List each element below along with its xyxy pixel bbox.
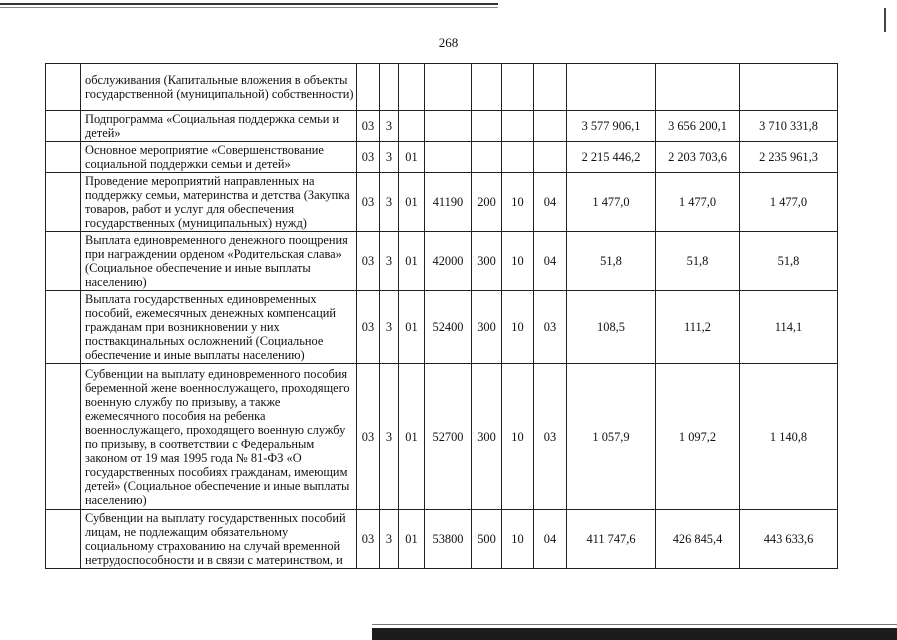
page-number: 268 [438,35,459,50]
table-row [46,64,838,111]
code-cell: 10 [502,173,534,232]
empty-index-cell [46,291,81,364]
amount-cell: 443 633,6 [740,510,838,569]
amount-cell: 1 477,0 [567,173,656,232]
code-cell [380,64,399,111]
code-cell: 42000 [425,232,472,291]
code-cell: 04 [534,232,567,291]
code-cell: 53800 [425,510,472,569]
table-row [46,111,838,142]
empty-index-cell [46,111,81,142]
code-cell: 03 [357,291,380,364]
table-row [46,232,838,291]
code-cell: 01 [399,291,425,364]
code-cell: 3 [380,510,399,569]
code-cell: 03 [357,364,380,510]
code-cell: 300 [472,364,502,510]
empty-index-cell [46,64,81,111]
empty-index-cell [46,173,81,232]
amount-cell: 3 577 906,1 [567,111,656,142]
code-cell [472,64,502,111]
code-cell: 3 [380,364,399,510]
bottom-scan-rule-thin [372,624,897,625]
code-cell: 03 [357,142,380,173]
budget-table [45,63,838,569]
amount-cell: 3 656 200,1 [656,111,740,142]
row-description: обслуживания (Капитальные вложения в объекты государственной (муниципальной) собственности) [81,64,357,111]
code-cell: 3 [380,291,399,364]
table-row [46,173,838,232]
amount-cell: 51,8 [740,232,838,291]
code-cell: 01 [399,173,425,232]
amount-cell: 1 057,9 [567,364,656,510]
code-cell: 03 [357,232,380,291]
code-cell: 500 [472,510,502,569]
table-row [46,291,838,364]
amount-cell: 2 215 446,2 [567,142,656,173]
empty-index-cell [46,364,81,510]
code-cell: 3 [380,232,399,291]
code-cell: 3 [380,142,399,173]
row-description: Выплата единовременного денежного поощрения при награждении орденом «Родительская слава» (Социальное обеспечение и иные выплаты населению) [81,232,357,291]
amount-cell: 111,2 [656,291,740,364]
code-cell: 3 [380,111,399,142]
bottom-scan-bar [372,628,897,640]
empty-index-cell [46,510,81,569]
top-scan-rule-thin [0,7,498,8]
code-cell: 300 [472,232,502,291]
amount-cell [567,64,656,111]
amount-cell: 51,8 [656,232,740,291]
code-cell [502,142,534,173]
code-cell [472,111,502,142]
code-cell: 10 [502,232,534,291]
amount-cell: 1 477,0 [740,173,838,232]
code-cell: 03 [357,111,380,142]
empty-index-cell [46,232,81,291]
table-row [46,142,838,173]
code-cell: 300 [472,291,502,364]
code-cell [502,111,534,142]
code-cell: 52700 [425,364,472,510]
amount-cell: 108,5 [567,291,656,364]
code-cell: 10 [502,291,534,364]
code-cell: 04 [534,510,567,569]
amount-cell: 3 710 331,8 [740,111,838,142]
amount-cell: 411 747,6 [567,510,656,569]
amount-cell: 426 845,4 [656,510,740,569]
code-cell [534,142,567,173]
row-description: Выплата государственных единовременных пособий, ежемесячных денежных компенсаций гражданам при возникновении у них поствакцинальных осложнений (Социальное обеспечение и иные выплаты населению) [81,291,357,364]
code-cell: 03 [534,291,567,364]
amount-cell [740,64,838,111]
right-edge-mark [884,8,886,32]
code-cell: 200 [472,173,502,232]
row-description: Основное мероприятие «Совершенствование социальной поддержки семьи и детей» [81,142,357,173]
code-cell: 04 [534,173,567,232]
code-cell [425,142,472,173]
top-scan-rule [0,3,498,5]
code-cell: 10 [502,510,534,569]
code-cell: 03 [357,510,380,569]
amount-cell: 1 477,0 [656,173,740,232]
row-description: Проведение мероприятий направленных на поддержку семьи, материнства и детства (Закупка товаров, работ и услуг для обеспечения государственных (муниципальных) нужд) [81,173,357,232]
code-cell: 01 [399,142,425,173]
code-cell: 3 [380,173,399,232]
amount-cell: 51,8 [567,232,656,291]
code-cell [472,142,502,173]
code-cell [534,64,567,111]
row-description: Субвенции на выплату единовременного пособия беременной жене военнослужащего, проходящего военную службу по призыву, а также ежемесячного пособия на ребенка военнослужащего, проходящего военную службу по призыву, в соответствии с Федеральным законом от 19 мая 1995 года № 81-ФЗ «О государственных пособиях гражданам, имеющим детей» (Социальное обеспечение и иные выплаты населению) [81,364,357,510]
code-cell: 01 [399,364,425,510]
amount-cell: 2 235 961,3 [740,142,838,173]
amount-cell: 1 140,8 [740,364,838,510]
code-cell [399,111,425,142]
code-cell [399,64,425,111]
row-description: Субвенции на выплату государственных пособий лицам, не подлежащим обязательному социальному страхованию на случай временной нетрудоспособности и в связи с материнством, и [81,510,357,569]
row-description: Подпрограмма «Социальная поддержка семьи и детей» [81,111,357,142]
code-cell [357,64,380,111]
code-cell: 52400 [425,291,472,364]
code-cell: 01 [399,510,425,569]
code-cell [425,111,472,142]
amount-cell: 114,1 [740,291,838,364]
code-cell: 41190 [425,173,472,232]
code-cell [534,111,567,142]
table-row [46,364,838,510]
code-cell: 03 [357,173,380,232]
amount-cell [656,64,740,111]
amount-cell: 2 203 703,6 [656,142,740,173]
empty-index-cell [46,142,81,173]
code-cell [502,64,534,111]
code-cell: 01 [399,232,425,291]
table-row [46,510,838,569]
code-cell: 10 [502,364,534,510]
amount-cell: 1 097,2 [656,364,740,510]
code-cell [425,64,472,111]
code-cell: 03 [534,364,567,510]
